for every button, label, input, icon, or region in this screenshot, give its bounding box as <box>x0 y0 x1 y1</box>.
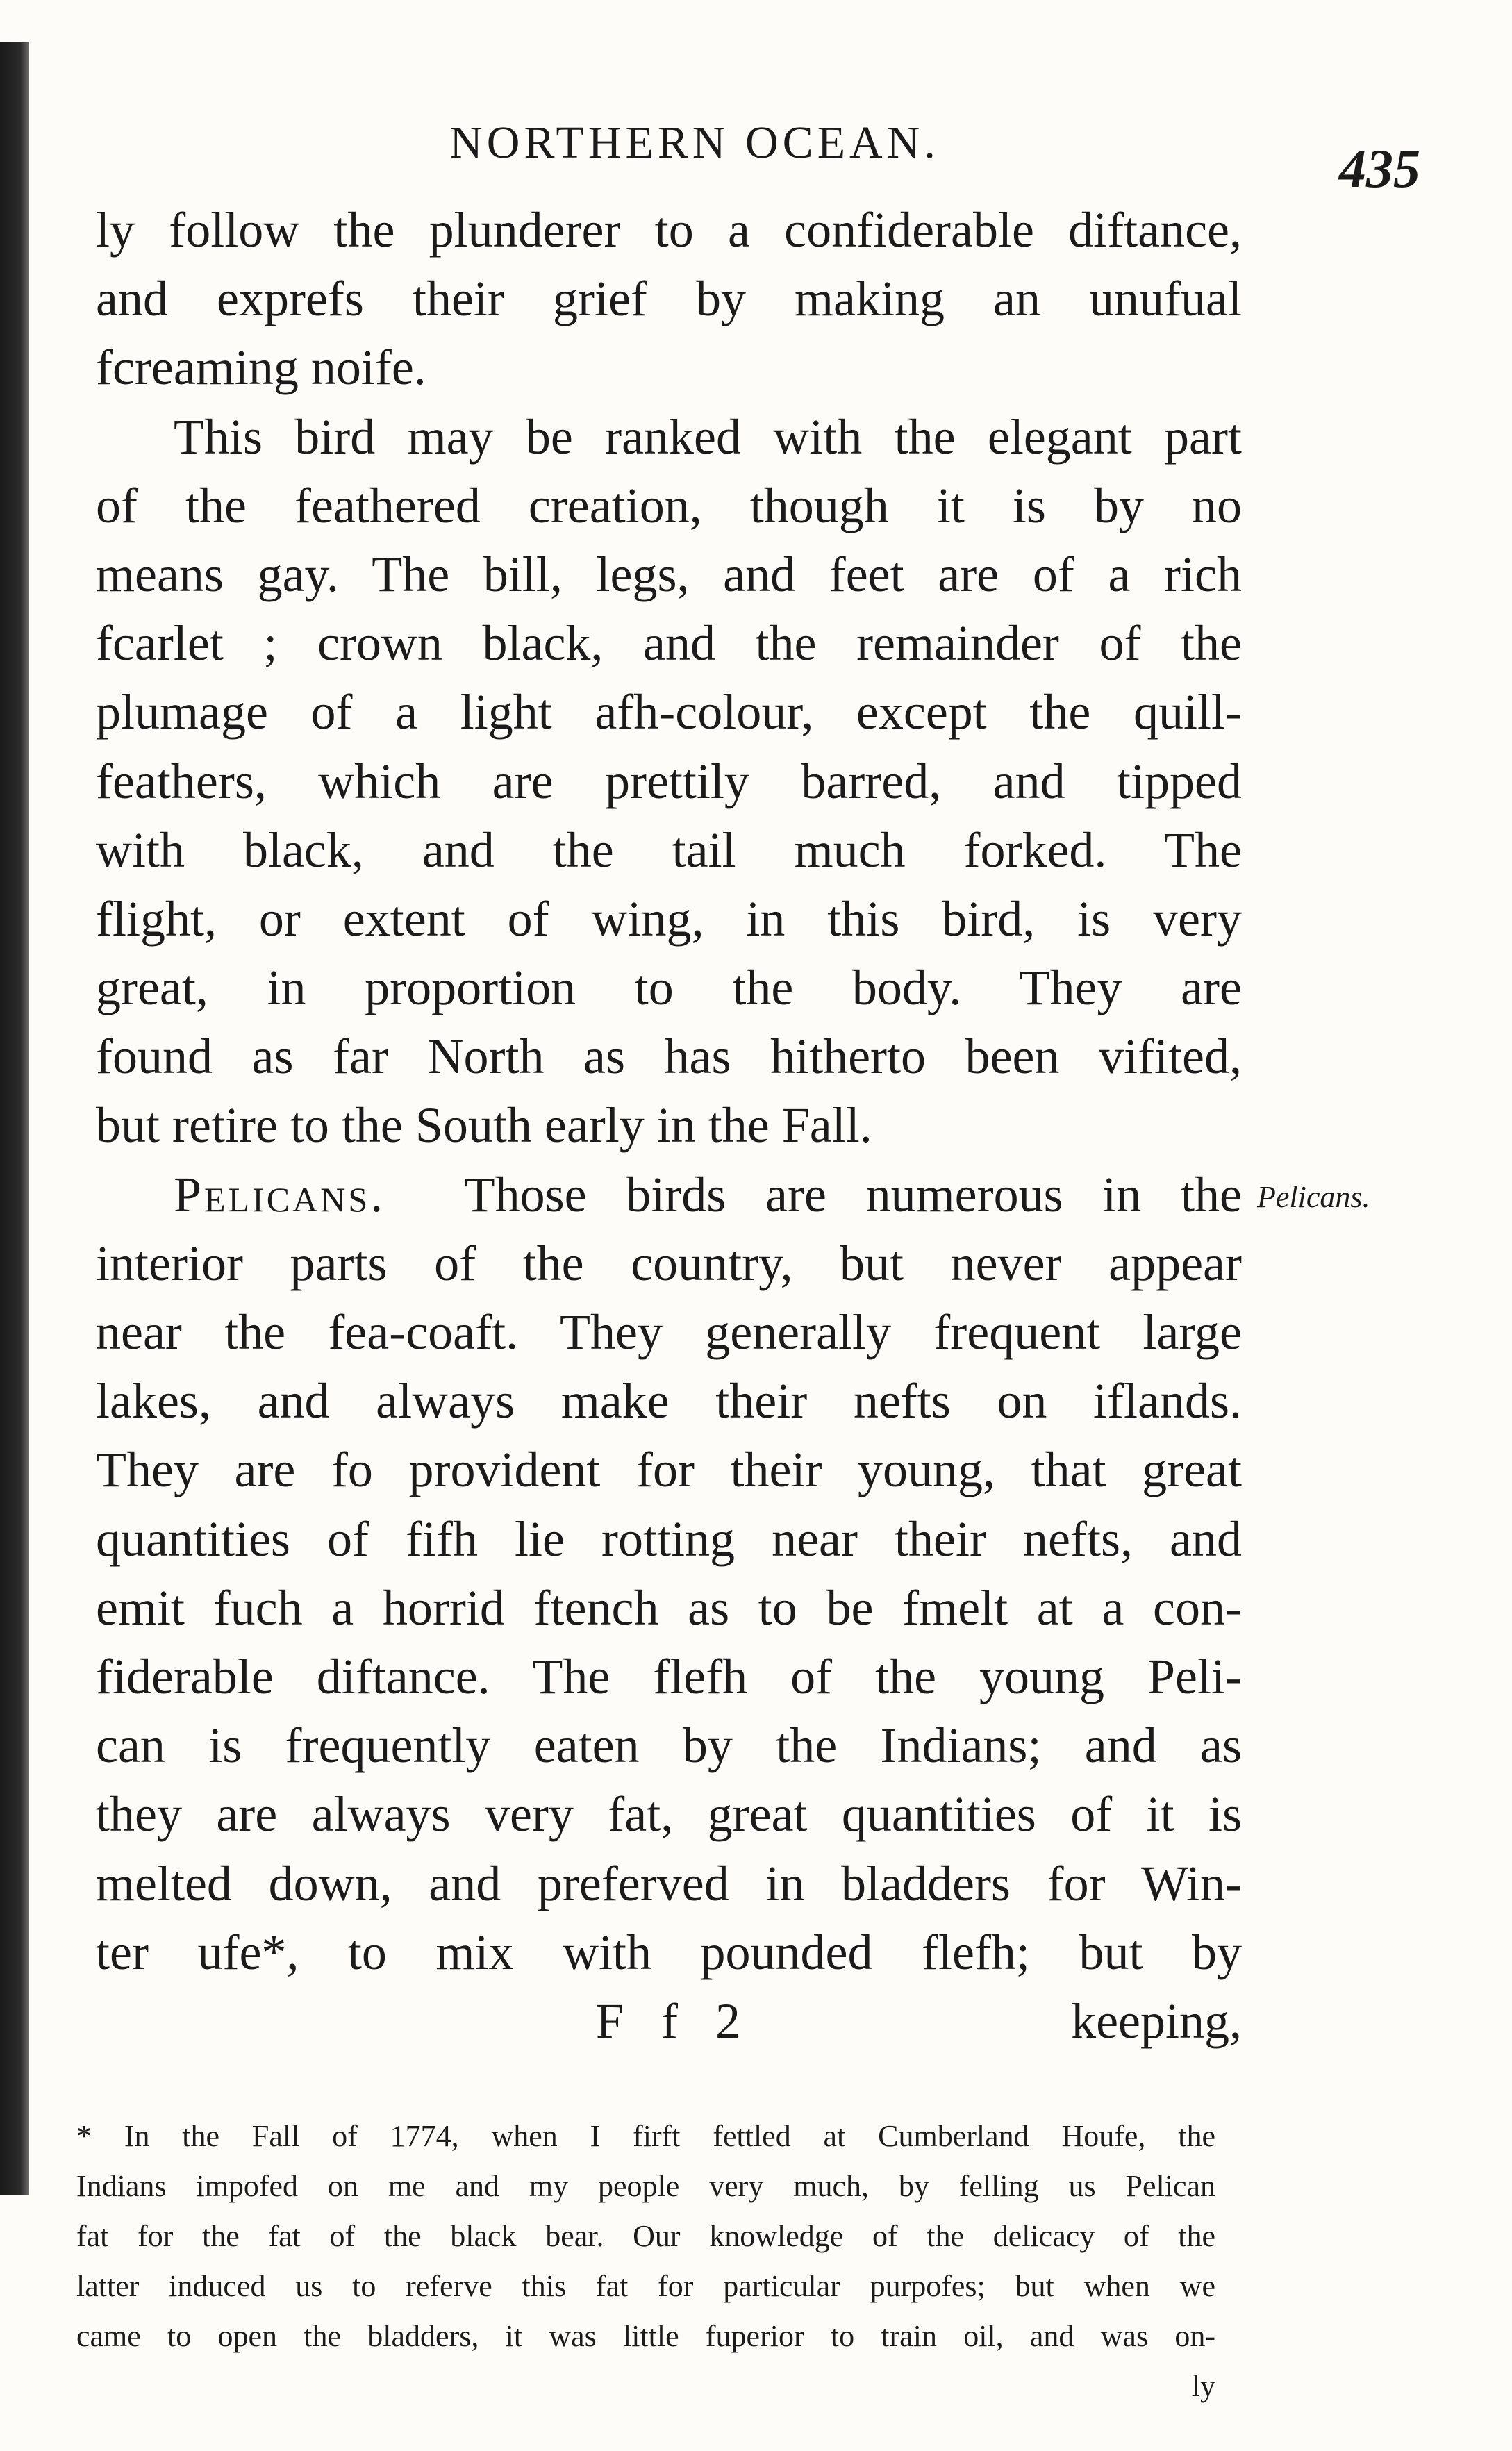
text-line: with black, and the tail much forked. The <box>96 822 1242 878</box>
text-line: near the fea-coaft. They generally frequent large <box>96 1304 1242 1360</box>
text-line: found as far North as has hitherto been vifited, <box>96 1029 1242 1085</box>
signature-line <box>96 1987 1242 2056</box>
body-text <box>96 196 1242 2056</box>
text-line: and exprefs their grief by making an unufual <box>96 271 1242 327</box>
footnote-catchword: ly <box>1191 2369 1215 2403</box>
signature-mark: F f 2 <box>596 1993 754 2049</box>
text-line: melted down, and preferved in bladders for Win- <box>96 1855 1242 1911</box>
text-line: quantities of fifh lie rotting near their nefts, and <box>96 1511 1242 1567</box>
text-line: fcarlet ; crown black, and the remainder of the <box>96 615 1242 672</box>
scan-edge <box>0 42 29 2195</box>
text-line: lakes, and always make their nefts on iflands. <box>96 1373 1242 1429</box>
footnote-line: came to open the bladders, it was little fuperior to train oil, and was on- <box>76 2319 1215 2353</box>
text-line: means gay. The bill, legs, and feet are of a rich <box>96 546 1242 602</box>
text-line: ly follow the plunderer to a confiderable diftance, <box>96 202 1242 258</box>
text-line: plumage of a light afh-colour, except the quill- <box>96 684 1242 740</box>
footnote-line: * In the Fall of 1774, when I firft fettled at Cumberland Houfe, the <box>76 2119 1215 2153</box>
running-head: NORTHERN OCEAN. <box>449 117 940 168</box>
footnote-line: Indians impofed on me and my people very much, by felling us Pelican <box>76 2169 1215 2203</box>
text-line: but retire to the South early in the Fall. <box>96 1097 872 1154</box>
text-line: interior parts of the country, but never appear <box>96 1235 1242 1291</box>
text-line: flight, or extent of wing, in this bird, is very <box>96 890 1242 947</box>
margin-note: Pelicans. <box>1257 1180 1370 1214</box>
text-line: can is frequently eaten by the Indians; and as <box>96 1718 1242 1774</box>
text-line: of the feathered creation, though it is by no <box>96 477 1242 533</box>
footnote <box>76 2111 1215 2411</box>
section-line <box>96 1161 1242 1229</box>
text-line: they are always very fat, great quantities of it is <box>96 1786 1242 1843</box>
text-line: emit fuch a horrid ftench as to be fmelt at a con- <box>96 1579 1242 1636</box>
text-line: This bird may be ranked with the elegant part <box>174 408 1242 465</box>
text-line: feathers, which are prettily barred, and tipped <box>96 753 1242 809</box>
text-line: Those birds are numerous in the <box>464 1166 1242 1222</box>
text-line: great, in proportion to the body. They are <box>96 960 1242 1016</box>
footnote-line: fat for the fat of the black bear. Our knowledge of the delicacy of the <box>76 2219 1215 2253</box>
text-line: They are fo provident for their young, that great <box>96 1442 1242 1498</box>
catchword: keeping, <box>1071 1993 1242 2049</box>
footnote-line: latter induced us to referve this fat for particular purpofes; but when we <box>76 2269 1215 2303</box>
text-line: fiderable diftance. The flefh of the young Peli- <box>96 1648 1242 1704</box>
text-line: fcreaming noife. <box>96 340 426 396</box>
text-line: ter ufe*, to mix with pounded flefh; but by <box>96 1924 1242 1980</box>
section-head: Pelicans. <box>174 1166 386 1222</box>
page-number: 435 <box>1339 138 1420 199</box>
